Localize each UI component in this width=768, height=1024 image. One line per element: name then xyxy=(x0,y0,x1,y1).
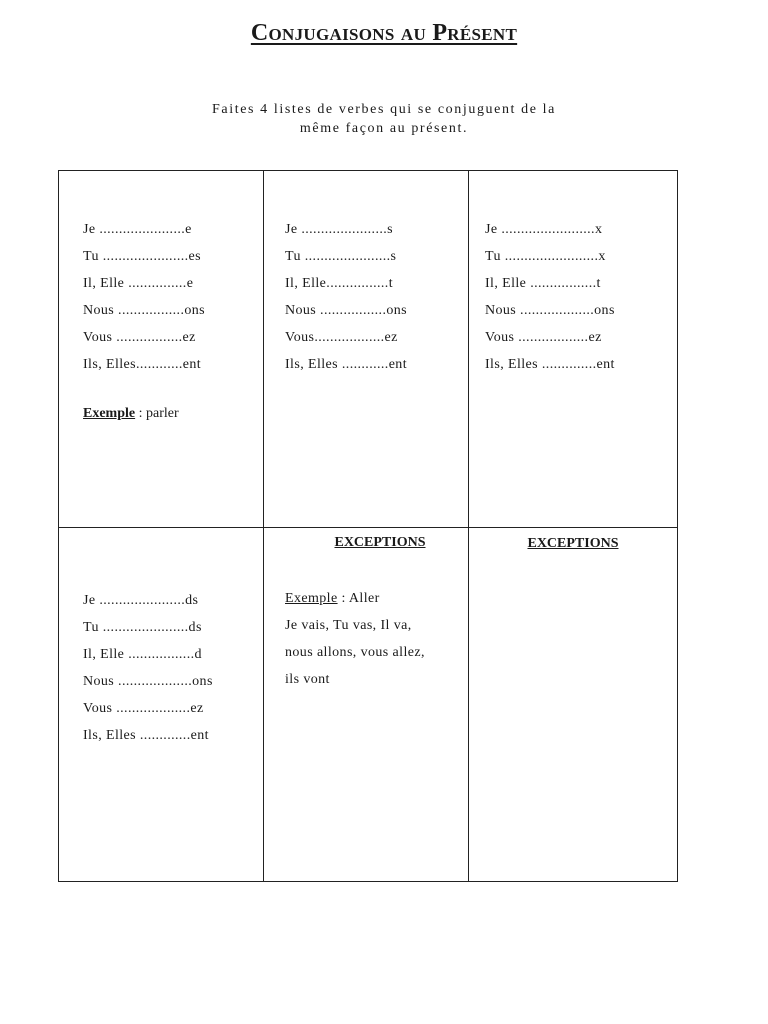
conj-row: Tu ......................ds xyxy=(83,620,202,635)
example-label: Exemple xyxy=(285,591,338,606)
example-value: parler xyxy=(146,406,179,421)
example-separator: : xyxy=(135,406,146,421)
conj-row: Vous ..................ez xyxy=(485,330,602,345)
example-label: Exemple xyxy=(83,406,136,421)
conj-row: Il, Elle .................t xyxy=(485,276,601,291)
box-ds-endings xyxy=(83,587,263,749)
example-line xyxy=(83,406,263,422)
exceptions-example xyxy=(285,585,467,693)
conj-row: Ils, Elles ..............ent xyxy=(485,357,615,372)
conj-row: Je ......................s xyxy=(285,222,394,237)
conj-row: Nous ...................ons xyxy=(83,674,213,689)
conj-row: Tu ........................x xyxy=(485,249,606,264)
conj-row: Je ......................e xyxy=(83,222,192,237)
conj-row: Nous .................ons xyxy=(285,303,408,318)
example-line xyxy=(285,585,467,612)
exceptions-heading: EXCEPTIONS xyxy=(334,535,426,550)
box-x-endings xyxy=(485,216,675,378)
conj-row: Nous ...................ons xyxy=(485,303,615,318)
conj-row: Ils, Elles .............ent xyxy=(83,728,209,743)
conjugation-grid xyxy=(58,170,678,882)
grid-divider-h xyxy=(59,527,677,528)
box-er-endings xyxy=(83,216,263,422)
conj-row: Il, Elle ...............e xyxy=(83,276,194,291)
conj-row: Tu ......................es xyxy=(83,249,202,264)
box-exceptions-2 xyxy=(469,536,677,552)
page-title: Conjugaisons au Présent xyxy=(250,20,518,46)
conj-row: Ils, Elles............ent xyxy=(83,357,202,372)
exceptions-heading: EXCEPTIONS xyxy=(527,536,619,551)
grid-divider-v2 xyxy=(468,171,469,881)
conj-row: Il, Elle................t xyxy=(285,276,393,291)
conj-row: Vous ...................ez xyxy=(83,701,204,716)
conj-row: Tu ......................s xyxy=(285,249,397,264)
conj-row: Vous..................ez xyxy=(285,330,398,345)
conj-row: Ils, Elles ............ent xyxy=(285,357,407,372)
conj-row: Nous .................ons xyxy=(83,303,206,318)
box-exceptions-1 xyxy=(264,535,468,551)
grid-divider-v1 xyxy=(263,171,264,881)
exception-line: nous allons, vous allez, xyxy=(285,645,425,660)
exception-line: Je vais, Tu vas, Il va, xyxy=(285,618,412,633)
instructions-line-1: Faites 4 listes de verbes qui se conjuguent de la xyxy=(212,102,556,117)
conj-row: Je ........................x xyxy=(485,222,603,237)
instructions xyxy=(0,100,768,138)
conj-row: Vous .................ez xyxy=(83,330,196,345)
example-separator: : xyxy=(337,591,349,606)
box-s-endings xyxy=(285,216,467,378)
instructions-line-2: même façon au présent. xyxy=(299,121,469,136)
conj-row: Je ......................ds xyxy=(83,593,199,608)
exception-line: ils vont xyxy=(285,672,330,687)
conj-row: Il, Elle .................d xyxy=(83,647,202,662)
example-value: Aller xyxy=(348,591,380,606)
